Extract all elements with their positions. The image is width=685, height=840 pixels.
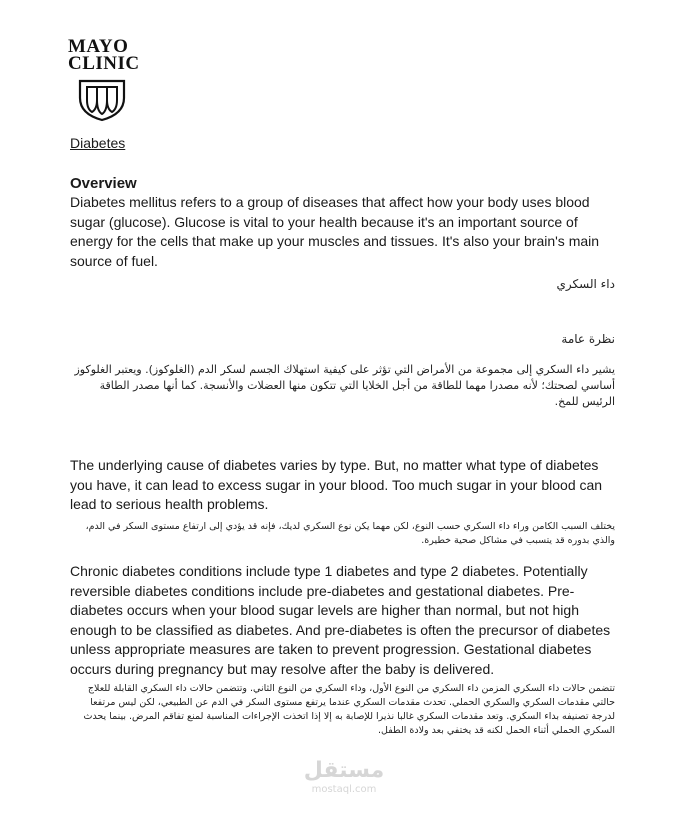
mayo-clinic-logo xyxy=(68,38,148,122)
mostaql-watermark xyxy=(294,758,394,796)
paragraph-2-english: The underlying cause of diabetes varies by type. But, no matter what type of diabetes you have, it can lead to excess sugar in your blood. Too much sugar in your blood can lead to serious health problems. xyxy=(70,457,603,512)
paragraph-3-arabic: تتضمن حالات داء السكري المزمن داء السكري من النوع الأول، وداء السكري من النوع الثاني. وتتضمن حالات داء السكري القابلة للعلاج حالتي مقدمات السكري والسكري الحملي. تحدث مقدمات السكري عندما يرتفع مستوى السكر في الدم عن الطبيعي، لكن ليس مرتفعا لدرجة تصنيفه بداء السكري. وتعد مقدمات السكري غالبا نذيرا للإصابة به إلا إذا اتخذت الإجراءات المناسبة لمنع تفاقم المرض. بينما يحدث السكري الحملي أثناء الحمل لكنه قد يختفي بعد ولادة الطفل. xyxy=(83,683,615,736)
mayo-shield-icon xyxy=(78,78,126,122)
watermark-latin: mostaql.com xyxy=(311,784,377,795)
paragraph-1-english: Diabetes mellitus refers to a group of diseases that affect how your body uses blood sugar (glucose). Glucose is vital to your health because it's an important source of energy for the cells that make up your muscles and tissues. It's also your brain's main source of fuel. xyxy=(70,194,600,269)
arabic-title: داء السكري xyxy=(556,277,615,291)
paragraph-2-arabic: يختلف السبب الكامن وراء داء السكري حسب النوع، لكن مهما يكن نوع السكري لديك، فإنه قد يؤدي إلى ارتفاع مستوى السكر في الدم، والذي بدوره قد يتسبب في مشاكل صحية خطيرة. xyxy=(85,521,615,546)
arabic-overview-heading: نظرة عامة xyxy=(561,332,615,346)
paragraph-3-english: Chronic diabetes conditions include type 1 diabetes and type 2 diabetes. Potentially reversible diabetes conditions include pre-diabetes and gestational diabetes. Pre-diabetes occurs when your blood sugar levels are higher than normal, but not high enough to be classified as diabetes. And pre-diabetes is often the precursor of diabetes unless appropriate measures are taken to prevent progression. Gestational diabetes occurs during pregnancy but may resolve after the baby is delivered. xyxy=(70,563,611,677)
logo-line-2: CLINIC xyxy=(68,53,140,74)
diabetes-link[interactable]: Diabetes xyxy=(70,135,126,151)
paragraph-1-arabic: يشير داء السكري إلى مجموعة من الأمراض التي تؤثر على كيفية استهلاك الجسم لسكر الدم (الغلوكوز). ويعتبر الغلوكوز أساسي لصحتك؛ لأنه مصدرا مهما للطاقة من أجل الخلايا التي تتكون منها العضلات والأنسجة. كما أنها مصدر الطاقة الرئيس للمخ. xyxy=(74,363,615,408)
watermark-arabic: مستقل xyxy=(303,758,385,783)
logo-line-1: MAYO xyxy=(68,36,129,57)
overview-heading: Overview xyxy=(70,175,137,192)
